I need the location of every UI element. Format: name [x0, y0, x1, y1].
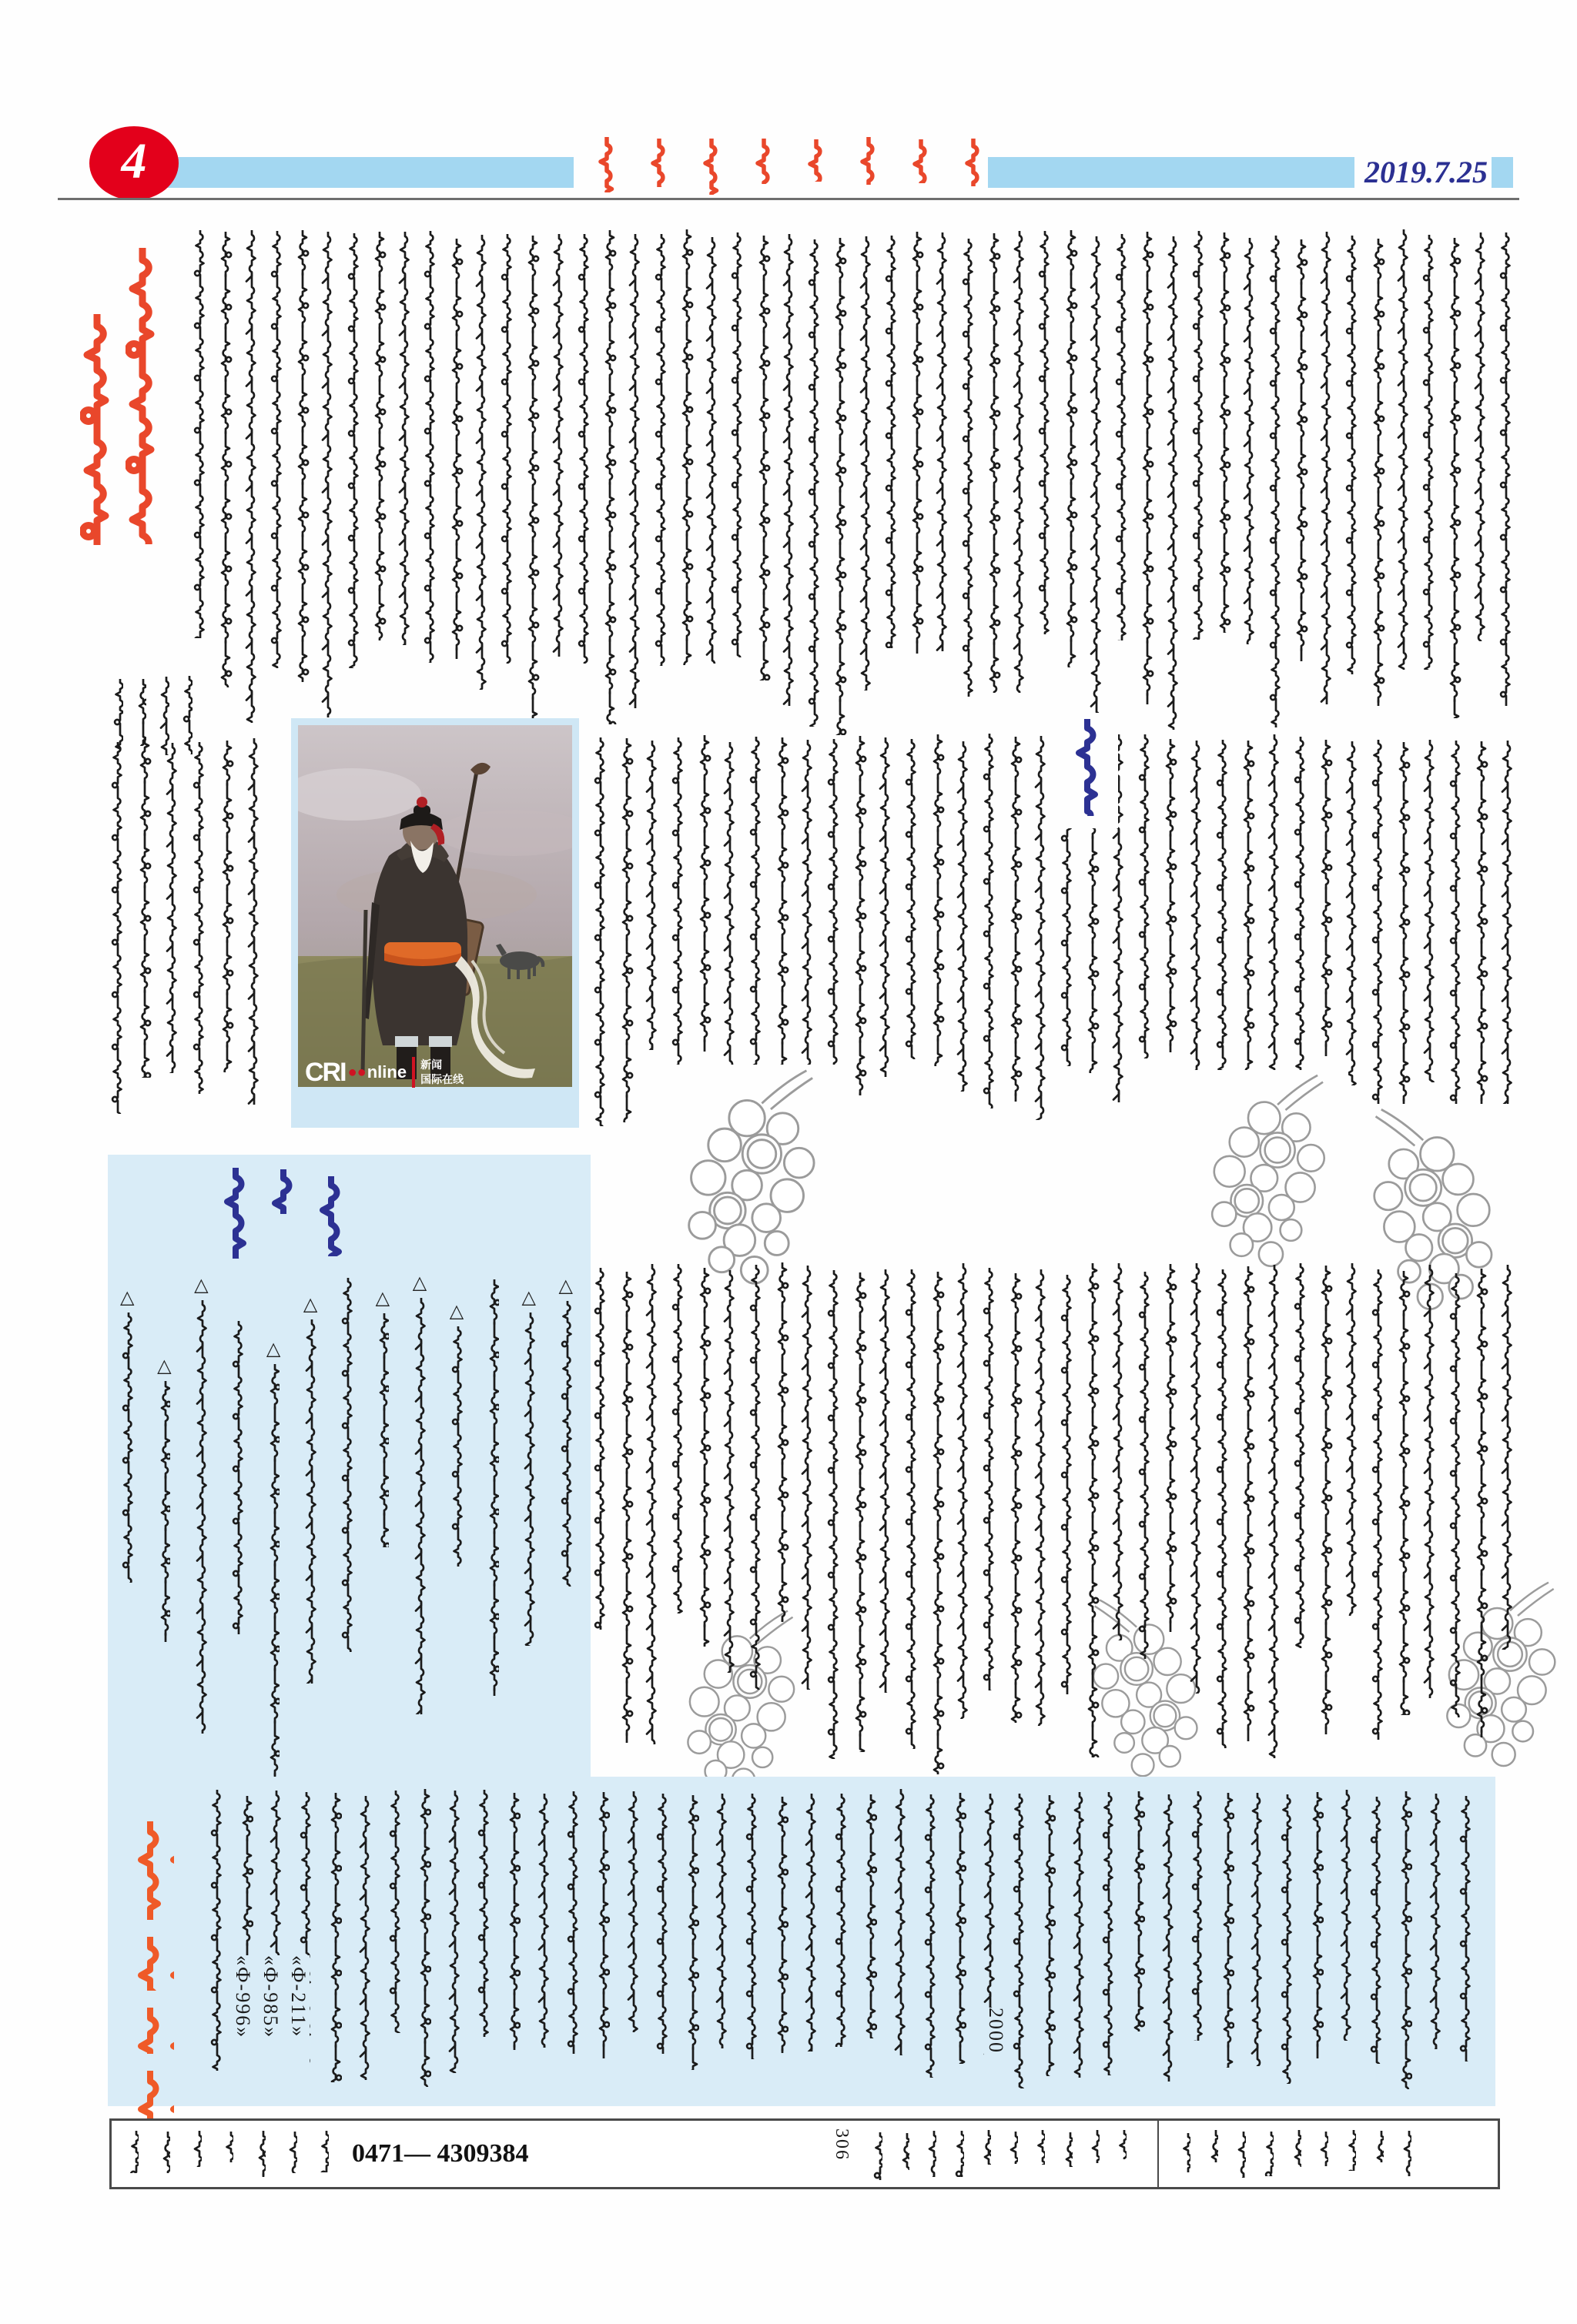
mongolian-text-column	[377, 1313, 389, 1547]
mongolian-text-column	[1344, 1263, 1359, 1616]
mongolian-text-column	[963, 139, 982, 186]
mongolian-text-column	[1242, 238, 1257, 644]
highlight-list-item	[413, 1273, 427, 1714]
mongolian-text-column	[477, 1790, 491, 2037]
triangle-bullet: △	[266, 1339, 281, 1359]
mongolian-text-column	[1396, 229, 1411, 670]
mongolian-text-column	[1012, 231, 1026, 693]
mongolian-text-column	[244, 230, 259, 723]
mongolian-text-column	[287, 2132, 297, 2173]
mongolian-text-column	[193, 230, 207, 638]
mongolian-text-column	[899, 2133, 909, 2170]
mongolian-text-column	[1215, 740, 1230, 1081]
mongolian-text-column	[884, 236, 899, 648]
mongolian-text-column	[268, 1169, 296, 1214]
highlight-list-item	[376, 1289, 390, 1547]
mongolian-text-column	[1241, 741, 1255, 1119]
mongolian-text-column	[134, 2008, 174, 2054]
mongolian-text-column	[560, 1301, 572, 1587]
mongolian-text-column	[192, 742, 206, 1094]
mongolian-text-column	[1280, 1794, 1294, 2084]
mongolian-text-column	[397, 232, 412, 645]
top-article-body	[193, 229, 1513, 730]
triangle-bullet: △	[194, 1275, 209, 1296]
mongolian-text-column	[645, 741, 659, 1050]
bottom-band-title-calligraphy	[132, 1821, 176, 2160]
mongolian-text-column	[1422, 1265, 1437, 1698]
middle-article-left-columns	[110, 735, 261, 1132]
mongolian-text-column	[1448, 1273, 1463, 1717]
mongolian-text-column	[1190, 1791, 1204, 2041]
highlight-list-item	[340, 1278, 353, 1652]
mongolian-text-column	[417, 1789, 431, 2087]
mongolian-text-column	[423, 231, 437, 663]
cri-logo-cn-top: 新闻	[420, 1058, 443, 1071]
mongolian-text-column	[1473, 232, 1488, 641]
mongolian-text-column	[834, 1794, 848, 2047]
mongolian-text-column	[649, 139, 668, 187]
mongolian-text-column	[218, 232, 233, 687]
band-number-2000: 2000	[984, 2008, 1007, 2092]
grape-illustration	[656, 1065, 841, 1288]
mongolian-text-column	[319, 2131, 329, 2172]
header-bar-left	[142, 157, 574, 188]
mongolian-text-column	[852, 736, 867, 1095]
mongolian-text-column	[270, 231, 284, 668]
mongolian-text-column	[1447, 238, 1461, 718]
mongolian-text-column	[1346, 2130, 1356, 2171]
mongolian-text-column	[372, 232, 387, 640]
mongolian-text-column	[1166, 236, 1180, 730]
grape-illustration	[1183, 1070, 1348, 1270]
highlight-list-item	[559, 1276, 573, 1587]
mongolian-text-column	[316, 1176, 343, 1256]
mongolian-text-column	[756, 236, 771, 680]
mongolian-text-column	[654, 234, 668, 666]
inline-heading-calligraphy	[1056, 713, 1118, 828]
mongolian-text-column	[1310, 1792, 1324, 2058]
mongolian-text-column	[863, 1794, 877, 2038]
cri-logo-dots: ●●	[347, 1063, 367, 1081]
mongolian-text-column	[1291, 2130, 1301, 2167]
triangle-bullet: △	[521, 1287, 536, 1308]
mongolian-text-column	[474, 235, 489, 690]
highlight-list-item	[120, 1288, 134, 1583]
mongolian-text-column	[1085, 1263, 1100, 1757]
triangle-bullet: △	[120, 1287, 135, 1308]
highlight-list-item	[521, 1288, 535, 1646]
triangle-bullet: △	[412, 1272, 427, 1293]
mongolian-text-column	[679, 229, 694, 665]
mongolian-text-column	[1236, 2132, 1246, 2178]
mongolian-text-column	[655, 1794, 669, 2054]
mongolian-text-column	[671, 1264, 685, 1613]
triangle-bullet: △	[558, 1276, 573, 1296]
mongolian-text-column	[1114, 234, 1129, 640]
mongolian-text-column	[487, 1279, 499, 1696]
mongolian-text-column	[748, 1265, 763, 1690]
mongolian-text-column	[923, 1794, 937, 2078]
mongolian-text-column	[295, 230, 310, 682]
mongolian-text-column	[1458, 1796, 1472, 2062]
band-label-211: «Ф-211»	[286, 1955, 310, 2086]
mongolian-text-column	[1008, 737, 1023, 1102]
mongolian-text-column	[1101, 1792, 1115, 2075]
cri-logo-online: nline	[367, 1062, 407, 1082]
mongolian-text-column	[645, 1264, 659, 1744]
mongolian-text-column	[347, 233, 361, 668]
mongolian-text-column	[525, 236, 540, 721]
mongolian-text-column	[593, 1268, 608, 1630]
highlight-box-list	[120, 1269, 573, 1765]
mongolian-text-column	[1318, 740, 1333, 1056]
mongolian-text-column	[775, 737, 789, 1089]
triangle-bullet: △	[449, 1301, 464, 1322]
mongolian-text-column	[826, 1270, 841, 1759]
triangle-bullet: △	[303, 1294, 318, 1315]
mongolian-text-column	[722, 1270, 737, 1673]
mongolian-text-column	[705, 237, 719, 664]
highlight-list-item	[157, 1356, 171, 1642]
mongolian-text-column	[1401, 2131, 1411, 2176]
mongolian-text-column	[826, 739, 841, 1082]
header-bar-mid	[988, 157, 1354, 188]
mongolian-text-column	[1140, 232, 1154, 704]
mongolian-text-column	[192, 2131, 202, 2167]
mongolian-text-column	[956, 741, 970, 1092]
mongolian-text-column	[1137, 1272, 1152, 1659]
triangle-bullet: △	[157, 1356, 172, 1376]
highlight-list-item	[231, 1321, 243, 1634]
highlight-list-item	[194, 1276, 208, 1734]
mongolian-text-column	[1264, 2132, 1274, 2176]
mongolian-text-column	[596, 1792, 610, 2058]
mongolian-text-column	[775, 1262, 789, 1622]
mongolian-text-column	[1008, 1273, 1023, 1723]
mongolian-text-column	[715, 1794, 728, 2048]
mongolian-text-column	[730, 232, 745, 657]
masthead-title-mongolian	[597, 135, 982, 196]
mongolian-text-column	[1371, 1269, 1385, 1740]
mongolian-text-column	[807, 239, 822, 727]
mongolian-text-column	[1163, 739, 1177, 1052]
imprint-phone: 0471— 4309384	[352, 2139, 529, 2168]
mongolian-text-column	[619, 738, 634, 1122]
mongolian-text-column	[449, 239, 464, 659]
mongolian-text-column	[80, 314, 111, 545]
bottom-band-body	[209, 1789, 1472, 2091]
mongolian-text-column	[1063, 2132, 1073, 2167]
mongolian-text-column	[447, 1791, 461, 2073]
mongolian-text-column	[1090, 2130, 1100, 2163]
mongolian-text-column	[219, 741, 234, 1072]
mongolian-text-column	[909, 232, 924, 654]
mongolian-text-column	[685, 1795, 699, 2070]
mongolian-text-column	[1396, 1271, 1411, 1715]
mongolian-text-column	[1294, 239, 1308, 661]
mongolian-text-column	[1293, 737, 1307, 1115]
mongolian-text-column	[1318, 1266, 1333, 1734]
mongolian-text-column	[551, 234, 566, 657]
mongolian-text-column	[566, 1791, 580, 2054]
mongolian-text-column	[775, 1797, 788, 2053]
mongolian-text-column	[450, 1326, 463, 1567]
mongolian-text-column	[1267, 1265, 1281, 1758]
lower-article-body	[593, 1262, 1515, 1771]
mongolian-text-column	[1371, 740, 1385, 1115]
mongolian-text-column	[1035, 2130, 1045, 2165]
mongolian-text-column	[1072, 719, 1103, 816]
highlight-list-item	[266, 1339, 280, 1797]
mongolian-text-column	[1422, 740, 1437, 1082]
mongolian-text-column	[804, 1794, 818, 2051]
mongolian-text-column	[926, 2131, 936, 2177]
imprint-room: 306	[832, 2128, 852, 2161]
mongolian-text-column	[878, 1269, 892, 1693]
mongolian-text-column	[1117, 2130, 1127, 2159]
cri-logo-divider	[412, 1057, 415, 1088]
mongolian-text-column	[800, 1266, 815, 1690]
mongolian-text-column	[577, 234, 591, 664]
header-rule	[58, 198, 1519, 200]
mongolian-text-column	[1191, 231, 1206, 640]
mongolian-text-column	[110, 742, 125, 1114]
imprint-labels-left	[129, 2130, 329, 2179]
mongolian-text-column	[754, 139, 772, 184]
mongolian-text-column	[1189, 741, 1204, 1101]
band-label-996: «Ф-996»	[231, 1955, 254, 2086]
mongolian-text-column	[1189, 1263, 1204, 1694]
painting-mongolian-elder	[298, 725, 572, 1087]
mongolian-text-column	[1500, 741, 1515, 1106]
mongolian-text-column	[806, 139, 825, 182]
highlight-list-item	[450, 1302, 464, 1567]
mongolian-text-column	[1161, 1794, 1175, 2082]
cri-logo	[305, 1057, 464, 1088]
mongolian-text-column	[223, 2132, 233, 2162]
mongolian-text-column	[911, 139, 929, 183]
mongolian-text-column	[930, 1272, 945, 1774]
mongolian-text-column	[267, 1364, 280, 1797]
mongolian-text-column	[1398, 1791, 1412, 2089]
mongolian-text-column	[1268, 236, 1283, 727]
mongolian-text-column	[1137, 734, 1152, 1058]
mongolian-text-column	[1267, 734, 1281, 1093]
highlight-list-item	[487, 1279, 499, 1696]
mongolian-text-column	[859, 137, 877, 185]
mongolian-text-column	[1374, 2131, 1384, 2162]
mongolian-text-column	[1089, 236, 1103, 717]
mongolian-text-column	[1498, 232, 1513, 706]
page-number: 4	[121, 133, 147, 189]
cri-logo-text: CRI	[305, 1057, 346, 1087]
issue-date: 2019.7.25	[1364, 155, 1488, 189]
mongolian-text-column	[500, 234, 514, 664]
mongolian-text-column	[930, 734, 945, 1066]
mongolian-text-column	[1421, 235, 1436, 670]
page-number-badge	[89, 126, 179, 200]
mongolian-text-column	[328, 1793, 342, 2082]
imprint-divider	[1157, 2121, 1159, 2187]
mongolian-text-column	[1063, 230, 1078, 667]
mongolian-text-column	[134, 1821, 174, 1920]
mongolian-text-column	[1060, 1275, 1074, 1694]
band-label-985: «Ф-985»	[259, 1955, 282, 2086]
mongolian-text-column	[619, 1272, 634, 1743]
mongolian-text-column	[878, 737, 892, 1077]
mongolian-text-column	[1474, 1269, 1488, 1737]
mongolian-text-column	[209, 1790, 223, 2071]
mongolian-text-column	[1293, 1263, 1307, 1648]
mongolian-text-column	[893, 1789, 907, 2055]
mongolian-text-column	[872, 2132, 882, 2180]
mongolian-text-column	[1208, 2130, 1218, 2162]
imprint-box	[109, 2118, 1500, 2189]
mongolian-text-column	[800, 740, 815, 1090]
mongolian-text-column	[981, 2130, 991, 2165]
mongolian-text-column	[137, 738, 152, 1078]
top-headline-col-2	[80, 314, 111, 545]
mongolian-text-column	[852, 1272, 867, 1752]
mongolian-text-column	[956, 1263, 970, 1719]
mongolian-text-column	[859, 236, 873, 691]
triangle-bullet: △	[375, 1288, 390, 1309]
mongolian-text-column	[1220, 1793, 1234, 2068]
mongolian-text-column	[340, 1278, 353, 1652]
mongolian-text-column	[1111, 1263, 1126, 1640]
mongolian-text-column	[1180, 2133, 1190, 2172]
mongolian-text-column	[414, 1298, 426, 1714]
mongolian-text-column	[593, 737, 608, 1126]
mongolian-text-column	[158, 1381, 170, 1642]
mongolian-text-column	[628, 234, 642, 708]
mongolian-text-column	[832, 238, 847, 735]
highlight-list-item	[303, 1295, 317, 1684]
mongolian-text-column	[1428, 1794, 1442, 2049]
mongolian-text-column	[961, 239, 976, 697]
mongolian-text-column	[986, 233, 1001, 693]
mongolian-text-column	[358, 1796, 372, 2080]
mongolian-text-column	[904, 739, 919, 1059]
mongolian-text-column	[507, 1793, 521, 2050]
mongolian-text-column	[165, 743, 179, 1073]
mongolian-text-column	[1369, 1797, 1383, 2064]
mongolian-text-column	[982, 734, 996, 1108]
mongolian-text-column	[1008, 2132, 1018, 2164]
mongolian-text-column	[1250, 1793, 1264, 2066]
mongolian-text-column	[320, 232, 335, 717]
highlight-box-title-calligraphy	[220, 1165, 343, 1266]
mongolian-text-column	[129, 2131, 139, 2173]
mongolian-text-column	[1500, 1265, 1515, 1650]
mongolian-text-column	[1318, 2132, 1328, 2166]
mongolian-text-column	[220, 1168, 248, 1259]
mongolian-text-column	[523, 1312, 535, 1646]
mongolian-text-column	[126, 248, 159, 544]
mongolian-text-column	[748, 737, 763, 1069]
mongolian-text-column	[231, 1321, 243, 1634]
mongolian-text-column	[1072, 1792, 1086, 2078]
mongolian-text-column	[256, 2131, 266, 2177]
cri-logo-cn-bottom: 国际在线	[420, 1073, 464, 1085]
mongolian-text-column	[195, 1300, 207, 1734]
mongolian-text-column	[134, 1937, 174, 1991]
mongolian-text-column	[388, 1791, 402, 2033]
mongolian-text-column	[160, 2132, 170, 2173]
mongolian-text-column	[1217, 232, 1231, 633]
imprint-labels-mid	[872, 2130, 1127, 2179]
mongolian-text-column	[697, 735, 711, 1052]
mongolian-text-column	[1474, 741, 1488, 1115]
mongolian-text-column	[1241, 1266, 1255, 1741]
mongolian-text-column	[1371, 239, 1385, 706]
mongolian-text-column	[602, 230, 617, 724]
mongolian-text-column	[537, 1794, 551, 2048]
mongolian-text-column	[722, 742, 737, 1097]
mongolian-text-column	[1033, 1269, 1048, 1726]
mongolian-text-column	[671, 737, 685, 1068]
mongolian-text-column	[954, 2131, 964, 2177]
mongolian-text-column	[1319, 232, 1334, 704]
mongolian-text-column	[1012, 1794, 1026, 2088]
mongolian-text-column	[121, 1312, 133, 1583]
mongolian-text-column	[597, 137, 615, 192]
top-headline-col-1	[126, 248, 159, 544]
mongolian-text-column	[1339, 1790, 1353, 2041]
mongolian-text-column	[1215, 1269, 1230, 1748]
mongolian-text-column	[246, 738, 261, 1105]
mongolian-text-column	[1396, 742, 1411, 1107]
mongolian-text-column	[626, 1791, 640, 2032]
mongolian-text-column	[953, 1793, 966, 2064]
mongolian-text-column	[935, 232, 949, 651]
mongolian-text-column	[1042, 1795, 1056, 2076]
mongolian-text-column	[1131, 1791, 1145, 2031]
mongolian-text-column	[701, 139, 720, 195]
mongolian-text-column	[1344, 236, 1359, 674]
mongolian-text-column	[904, 1269, 919, 1749]
mongolian-text-column	[982, 1268, 996, 1690]
mongolian-text-column	[1033, 736, 1048, 1120]
mongolian-text-column	[1344, 741, 1359, 1085]
photo-frame	[291, 718, 579, 1128]
mongolian-text-column	[1163, 1264, 1177, 1632]
mongolian-text-column	[782, 234, 796, 706]
mongolian-text-column	[745, 1794, 758, 2059]
imprint-labels-right	[1180, 2130, 1411, 2179]
mongolian-text-column	[697, 1268, 711, 1647]
mongolian-text-column	[1448, 741, 1463, 1123]
mongolian-text-column	[304, 1319, 316, 1684]
mongolian-text-column	[1037, 231, 1052, 634]
